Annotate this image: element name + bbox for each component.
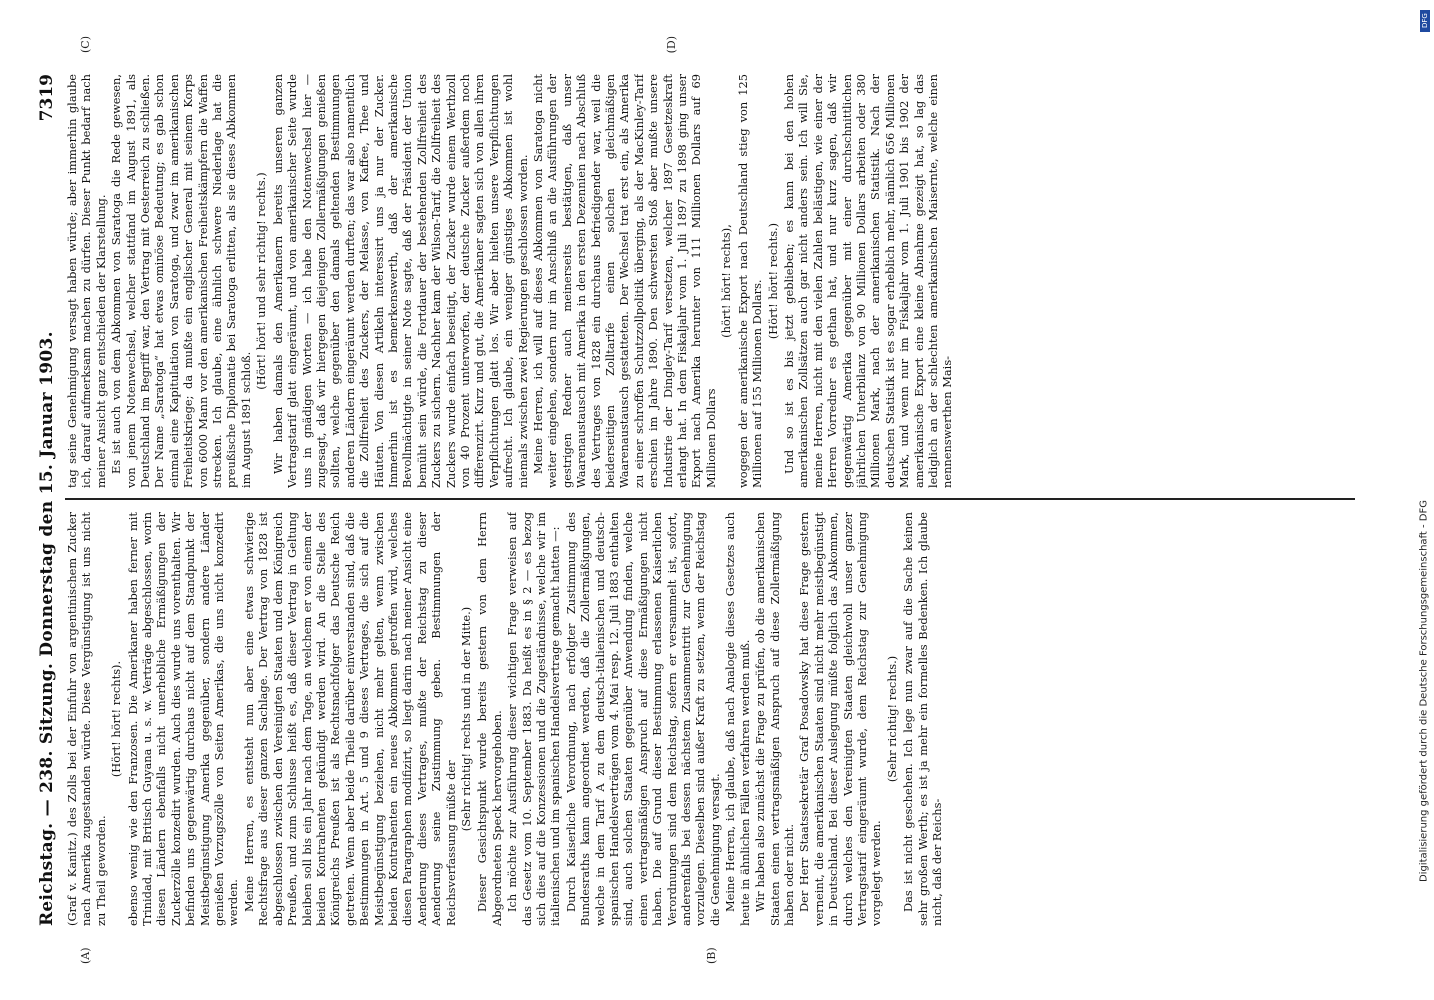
right-interjection: (Hört! hört! rechts.) — [765, 222, 780, 340]
left-paragraph: Meine Herren, es entsteht nun aber eine etwas schwierige Rechtsfrage aus dieser ganzen Sachlage. Der Vertrag von 1828 ist abgeschlossen zwischen den Vereinigten Staaten und dem Königreich Preußen, und zum Schlusse heißt es, daß dieser Vertrag in Geltung bleiben soll bis ein Jahr nach dem Tage, an welchem er von einem der beiden Kontrahenten gekündigt werden wird. An die Stelle des Königreichs Preußen ist als Rechtsnachfolger das Deutsche Reich getreten. Wenn aber beide Theile darüber einverstanden sind, daß die Bestimmungen in Art. 5 und 9 dieses Vertrages, die sich auf die Meistbegünstigung beziehen, nicht mehr gelten, wenn zwischen beiden Kontrahenten ein neues Abkommen getroffen wird, welches diesen Paragraphen modifizirt, so liegt darin nach meiner Ansicht eine Aenderung dieses Vertrages, mußte der Reichstag zu dieser Aenderung seine Zustimmung geben. Bestimmungen der Reichsverfassung müßte der — [241, 512, 458, 926]
running-head: Reichstag. — 238. Sitzung. Donnerstag den 15. Januar 1903. — [37, 331, 57, 926]
page-number: 7319 — [37, 74, 57, 122]
left-paragraph: Meine Herren, ich glaube, daß nach Analogie dieses Gesetzes auch heute in ähnlichen Fällen verfahren werden muß. — [723, 512, 752, 926]
left-column — [65, 512, 1365, 926]
text-body — [65, 36, 1365, 964]
digitization-credit: Digitalisierung gefördert durch die Deutsche Forschungsgemeinschaft - DFG — [1418, 500, 1430, 883]
left-paragraph: Dieser Gesichtspunkt wurde bereits gestern von dem Herrn Abgeordneten Speck hervorgehoben. — [475, 512, 504, 926]
page-header — [35, 74, 65, 926]
column-divider — [65, 498, 1355, 500]
left-paragraph: Wir haben also zunächst die Frage zu prüfen, ob die amerikanischen Staaten einen vertragsmäßigen Anspruch auf diese Zollermäßigung haben oder nicht. — [753, 512, 796, 926]
rotated-newspaper-page — [27, 30, 1397, 970]
margin-marker-d: (D) — [665, 36, 678, 54]
left-paragraph: (Graf v. Kanitz.) des Zolls bei der Einfuhr von argentinischem Zucker nach Amerika zugestanden würde. Diese Vergünstigung ist uns nicht zu Theil geworden. — [65, 512, 108, 926]
left-paragraph: Der Herr Staatssekretär Graf Posadowsky hat diese Frage gestern verneint, die amerikanischen Staaten sind nicht mehr meistbegünstigt in Deutschland. Bei dieser Auslegung müßte folglich das Abkommen, durch welches den Vereinigten Staaten gleichwohl unser ganzer Vertragstarif eingeräumt wurde, dem Reichstag zur Genehmigung vorgelegt werden. — [797, 512, 884, 926]
margin-marker-b: (B) — [705, 947, 718, 964]
right-interjection: (Hört! hört! und sehr richtig! rechts.) — [254, 172, 269, 390]
right-paragraph: tag seine Genehmigung versagt haben würde; aber immerhin glaube ich, darauf aufmerksam machen zu dürfen. Dieser Punkt bedarf nach meiner Ansicht ganz entschieden der Klarstellung. — [65, 74, 108, 488]
left-interjection: (Sehr richtig! rechts und in der Mitte.) — [458, 606, 473, 832]
margin-marker-c: (C) — [79, 36, 92, 53]
left-interjection: (Hört! hört! rechts). — [109, 660, 124, 778]
right-interjection: (hört! hört! rechts), — [719, 224, 734, 338]
left-paragraph: Ich möchte zur Ausführung dieser wichtigen Frage verweisen auf das Gesetz vom 10. September 1883. Da heißt es in § 2 — es bezog sich dies auf die Konzessionen und die Zugeständnisse, welche wir im italienischen und im spanischen Handelsvertrage gemacht hatten —: — [505, 512, 563, 926]
right-paragraph: Und so ist es bis jetzt geblieben; es kann bei den hohen amerikanischen Zollsätzen auch gar nicht anders sein. Ich will Sie, meine Herren, nicht mit den vielen Zahlen belästigen, wie einer der Herren Vorredner es gethan hat, und nur kurz sagen, daß wir gegenwärtig Amerika gegenüber mit einer durchschnittlichen jährlichen Unterbilanz von 90 Millionen Dollars arbeiten oder 380 Millionen Mark, nach der amerikanischen Statistik. Nach der deutschen Statistik ist es sogar erheblich mehr, nämlich 656 Millionen Mark, und wenn nur im Fiskaljahr vom 1. Juli 1901 bis 1902 der amerikanische Export eine kleine Abnahme gezeigt hat, so lag das lediglich an der schlechten amerikanischen Maisernte, welche einen nennenswerthen Mais- — [781, 74, 955, 488]
right-paragraph: wogegen der amerikanische Export nach Deutschland stieg von 125 Millionen auf 155 Millionen Dollars. — [735, 74, 765, 488]
right-paragraph: Meine Herren, ich will auf dieses Abkommen von Saratoga nicht weiter eingehen, sondern nur im Anschluß an die Ausführungen der gestrigen Redner auch meinerseits bestätigen, daß unser Waarenaustausch mit Amerika in den ersten Dezennien nach Abschluß des Vertrages von 1828 ein durchaus befriedigender war, weil die beiderseitigen Zolltarife einen solchen gleichmäßigen Waarenaustausch gestatteten. Der Wechsel trat erst ein, als Amerika zu einer schroffen Schutzzollpolitik überging, als der MacKinley-Tarif erschien im Jahre 1890. Den schwersten Stoß aber mußte unsere Industrie der Dingley-Tarif versetzen, welcher 1897 Gesetzeskraft erlangt hat. In dem Fiskaljahr vom 1. Juli 1897 zu 1898 ging unser Export nach Amerika herunter von 111 Millionen Dollars auf 69 Millionen Dollars — [531, 74, 718, 488]
right-paragraph: Es ist auch von dem Abkommen von Saratoga die Rede gewesen, von jenem Notenwechsel, welcher stattfand im August 1891, als Deutschland im Begriff war, den Vertrag mit Oesterreich zu schließen. Der Name „Saratoga“ hat etwas ominöse Bedeutung; es gab schon einmal eine Kapitulation von Saratoga, und zwar im amerikanischen Freiheitskriege; da mußte ein englischer General mit seinem Korps von 6000 Mann vor den amerikanischen Freiheitskämpfern die Waffen strecken. Ich glaube, eine ähnlich schwere Niederlage hat die preußische Diplomatie bei Saratoga erlitten, als sie dieses Abkommen im August 1891 schloß. — [109, 74, 253, 488]
left-paragraph: Durch Kaiserliche Verordnung, nach erfolgter Zustimmung des Bundesraths kann angeordnet werden, daß die Zollermäßigungen, welche in dem Tarif A zu dem deutsch-italienischen und deutsch-spanischen Handelsverträgen vom 4. Mai resp. 12. Juli 1883 enthalten sind, auch solchen Staaten gegenüber Anwendung finden, welche einen vertragsmäßigen Anspruch auf diese Ermäßigungen nicht haben. Die auf Grund dieser Bestimmung erlassenen Kaiserlichen Verordnungen sind dem Reichstag, sofern er versammelt ist, sofort, anderenfalls bei dessen nächstem Zusammentritt zur Genehmigung vorzulegen. Dieselben sind außer Kraft zu setzen, wenn der Reichstag die Genehmigung versagt. — [563, 512, 722, 926]
right-paragraph: Wir haben damals den Amerikanern bereits unseren ganzen Vertragstarif glatt eingeräumt, und von amerikanischer Seite wurde uns in gnädigen Worten — ich habe den Notenwechsel hier — zugesagt, daß wir hiergegen diejenigen Zollermäßigungen genießen sollten, welche gegenüber den damals geltenden Bestimmungen anderen Ländern eingeräumt werden durften; das war also namentlich die Zollfreiheit des Zuckers, der Melasse, von Kaffee, Thee und Häuten. Von diesen Artikeln interessirt uns ja nur der Zucker. Immerhin ist es bemerkenswerth, daß der amerikanische Bevollmächtigte in seiner Note sagte, daß der Präsident der Union bemüht sein würde, die Fortdauer der bestehenden Zollfreiheit des Zuckers zu sichern. Nachher kam der Wilson-Tarif, die Zollfreiheit des Zuckers wurde einfach beseitigt, der Zucker wurde einem Werthzoll von 40 Prozent unterworfen, der deutsche Zucker außerdem noch differenzirt. Kurz und gut, die Amerikaner sagten sich von allen ihren Verpflichtungen glatt los. Wir aber hielten unsere Verpflichtungen aufrecht. Ich glaube, ein weniger günstiges Abkommen ist wohl niemals zwischen zwei Regierungen geschlossen worden. — [270, 74, 530, 488]
right-column — [65, 74, 1365, 488]
margin-marker-a: (A) — [79, 947, 92, 964]
left-paragraph: ebenso wenig wie den Franzosen. Die Amerikaner haben ferner mit Trinidad, mit Britisch Guyana u. s. w. Verträge abgeschlossen, worin diesen Ländern ebenfalls nicht unerhebliche Ermäßigungen der Zuckerzölle konzedirt wurden. Auch dies wurde uns vorenthalten. Wir befinden uns gegenwärtig durchaus nicht auf dem Standpunkt der Meistbegünstigung Amerika gegenüber, sondern andere Länder genießen Vorzugszölle von Seiten Amerikas, die uns nicht konzedirt werden. — [125, 512, 241, 926]
dfg-logo: DFG — [1420, 10, 1430, 32]
left-interjection: (Sehr richtig! rechts.) — [884, 655, 899, 783]
left-paragraph: Das ist nicht geschehen. Ich lege nun zwar auf die Sache keinen sehr großen Werth; es ist ja mehr ein formelles Bedenken. Ich glaube nicht, daß der Reichs- — [901, 512, 944, 926]
